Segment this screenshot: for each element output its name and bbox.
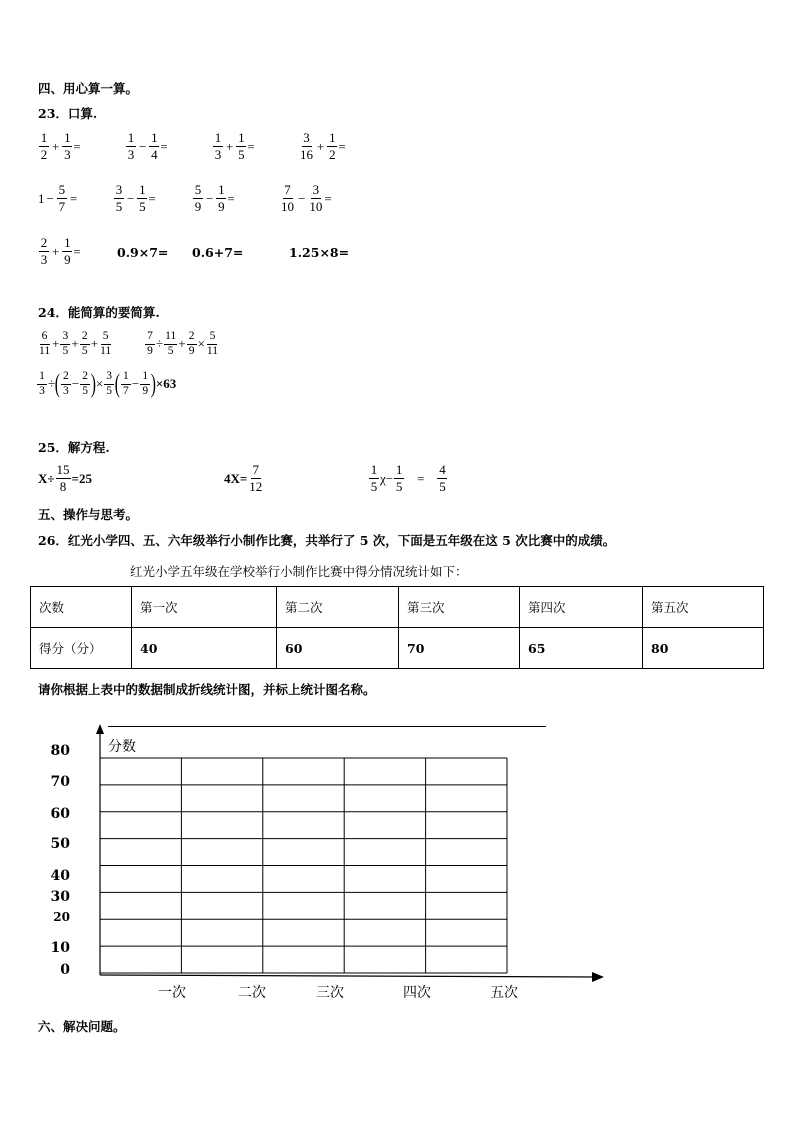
x-tick-label: 五次 [490, 985, 518, 1001]
q23-r2-expr-3: $\frac{5}{9}$ − $\frac{1}{9}$ = [194, 182, 235, 215]
y-tick-label: 60 [50, 806, 70, 822]
q23-r1-expr-3: $\frac{1}{3}$ + $\frac{1}{5}$ = [214, 130, 255, 163]
y-tick-label: 80 [50, 743, 70, 759]
table-header-row [31, 587, 764, 628]
q25-eq-1: X÷ $\frac{15}{8}$ =25 [38, 462, 92, 495]
table-cell: 80 [643, 628, 764, 669]
q24-label: 24．能简算的要简算. [38, 305, 160, 320]
x-tick-label: 二次 [238, 985, 266, 1001]
q25-label: 25．解方程. [38, 440, 110, 455]
x-tick-label: 四次 [403, 985, 431, 1001]
y-tick-label: 0 [60, 962, 70, 978]
y-axis-label: 分数 [108, 739, 136, 755]
chart-area [0, 720, 620, 1010]
x-tick-label: 一次 [158, 985, 186, 1001]
q23-r1-expr-1: $\frac{1}{2}$ + $\frac{1}{3}$ = [40, 130, 81, 163]
table-header-cell: 第四次 [520, 587, 643, 628]
table-cell: 70 [399, 628, 520, 669]
x-tick-label: 三次 [316, 985, 344, 1001]
chart-grid [100, 758, 507, 973]
q23-r3-expr-3: 0.6+7= [192, 245, 244, 260]
table-cell: 65 [520, 628, 643, 669]
table-cell: 得分（分） [31, 628, 132, 669]
y-tick-label: 40 [50, 868, 70, 884]
q23-r3-expr-1: $\frac{2}{3}$ + $\frac{1}{9}$ = [40, 235, 81, 268]
table-header-cell: 第二次 [277, 587, 399, 628]
table-cell: 60 [277, 628, 399, 669]
q23-r3-expr-4: 1.25×8= [289, 245, 350, 260]
section-5-title: 五、操作与思考。 [38, 507, 139, 522]
q23-r2-expr-2: $\frac{3}{5}$ − $\frac{1}{5}$ = [115, 182, 156, 215]
y-tick-label: 30 [50, 889, 70, 905]
q24-expr-2: $\frac{7}{9}$ ÷ $\frac{11}{5}$ + $\frac{2}{9}$ × $\frac{5}{11}$ [144, 330, 220, 359]
q23-r3-expr-2: 0.9×7= [117, 245, 169, 260]
q23-label: 23．口算. [38, 106, 98, 121]
q26-label: 26．红光小学四、五、六年级举行小制作比赛，共举行了 5 次，下面是五年级在这 5 次比赛中的成绩。 [38, 533, 616, 548]
q23-r2-expr-4: $\frac{7}{10}$ − $\frac{3}{10}$ = [281, 182, 332, 215]
q23-r1-expr-4: $\frac{3}{16}$ + $\frac{1}{2}$ = [300, 130, 346, 163]
table-caption: 红光小学五年级在学校举行小制作比赛中得分情况统计如下： [130, 564, 468, 579]
score-table [30, 586, 764, 669]
y-tick-label: 20 [53, 910, 70, 924]
y-tick-label: 70 [50, 774, 70, 790]
q24-expr-3: $\frac{1}{3}$ ÷ ( $\frac{2}{3}$ − $\frac{2}{5}$ ) × $\frac{3}{5}$ ( $\frac{1}{7}$ − $\frac{1}{9}$ ) ×63 [36, 370, 176, 399]
q25-eq-2: 4X= $\frac{7}{12}$ [224, 462, 263, 495]
table-row [31, 628, 764, 669]
q23-r1-expr-2: $\frac{1}{3}$ − $\frac{1}{4}$ = [127, 130, 168, 163]
y-tick-label: 50 [50, 836, 70, 852]
table-header-cell: 次数 [31, 587, 132, 628]
q25-eq-3: $\frac{1}{5}$ χ− $\frac{1}{5}$ = $\frac{4}{5}$ [370, 462, 446, 495]
section-4-title: 四、用心算一算。 [38, 81, 139, 96]
table-header-cell: 第三次 [399, 587, 520, 628]
chart-instruction: 请你根据上表中的数据制成折线统计图，并标上统计图名称。 [38, 682, 376, 697]
x-axis-arrow [592, 972, 604, 982]
y-axis-arrow [96, 724, 104, 734]
y-tick-label: 10 [50, 940, 70, 956]
q23-r2-expr-1: 1 − $\frac{5}{7}$ = [38, 182, 78, 215]
table-cell: 40 [132, 628, 277, 669]
q24-expr-1: $\frac{6}{11}$ + $\frac{3}{5}$ + $\frac{2}{5}$ + $\frac{5}{11}$ [39, 330, 112, 357]
table-header-cell: 第五次 [643, 587, 764, 628]
section-6-title: 六、解决问题。 [38, 1019, 126, 1034]
table-header-cell: 第一次 [132, 587, 277, 628]
x-axis [100, 975, 596, 977]
